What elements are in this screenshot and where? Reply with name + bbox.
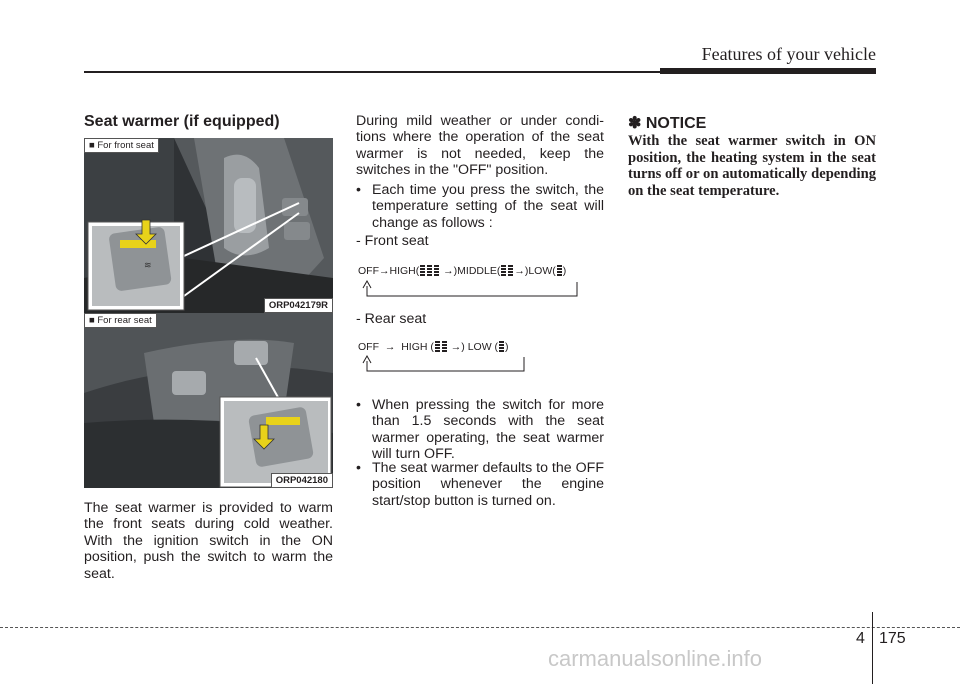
bullet-default-off	[356, 460, 604, 509]
front-seat-sequence	[358, 265, 566, 277]
arrow-icon: →	[379, 265, 390, 277]
seq-off: OFF	[358, 265, 379, 277]
heat-bar-icon	[435, 341, 440, 352]
col1-paragraph: The seat warmer is provided to warm the front seats during cold weather. With the ignition switch in the ON position, push the switch to warm the seat.	[84, 500, 333, 582]
rear-seat-figure-label: ■ For rear seat	[84, 313, 157, 328]
front-seat-label: - Front seat	[356, 233, 429, 249]
rear-seat-figure	[84, 313, 333, 488]
svg-text:≋: ≋	[144, 261, 152, 271]
rear-seat-label: - Rear seat	[356, 311, 427, 327]
seq-close: )	[505, 341, 509, 353]
notice-body: With the seat warmer switch in ON position, the heating system in the seat turns off or on automatically depending on the seat temperature.	[628, 133, 876, 199]
rear-door-illustration	[84, 313, 333, 488]
seq-close: )	[562, 265, 567, 277]
arrow-icon: →	[384, 341, 396, 353]
bullet-long-press	[356, 397, 604, 463]
seq-off: OFF	[358, 341, 379, 353]
heat-bar-icon	[499, 341, 504, 352]
heat-bar-icon	[557, 265, 562, 276]
front-console-illustration	[84, 138, 333, 313]
seq-high: HIGH(	[389, 265, 420, 277]
heat-bar-icon	[508, 265, 513, 276]
page-number: 175	[879, 630, 906, 647]
col2-intro: During mild weather or under condi-tions where the operation of the seat warmer is not needed, keep the switches in the "OFF" position.	[356, 113, 604, 179]
rear-seat-figure-code: ORP042180	[271, 473, 333, 488]
heat-bar-icon	[442, 341, 447, 352]
front-seat-figure-label: ■ For front seat	[84, 138, 159, 153]
footer-dashed-rule	[0, 627, 960, 628]
bullet-text: When pressing the switch for more than 1.5 seconds with the seat warmer operating, the seat warmer will turn OFF.	[372, 397, 604, 463]
arrow-icon: →	[443, 265, 454, 277]
bullet-dot: •	[356, 397, 361, 413]
watermark: carmanualsonline.info	[548, 646, 763, 671]
bullet-temperature-cycle	[356, 182, 604, 231]
heat-bar-icon	[420, 265, 425, 276]
heat-bar-icon	[434, 265, 439, 276]
header-section-title: Features of your vehicle	[701, 44, 876, 64]
rear-seat-sequence	[358, 341, 509, 353]
arrow-icon: →	[514, 265, 525, 277]
header-rule-accent	[660, 68, 876, 74]
heat-bar-icon	[427, 265, 432, 276]
seq-high: HIGH (	[401, 341, 434, 353]
seq-low: )LOW(	[524, 265, 556, 277]
bullet-dot: •	[356, 460, 361, 476]
front-seat-figure	[84, 138, 333, 313]
heat-bar-icon	[501, 265, 506, 276]
seq-low: ) LOW (	[461, 341, 499, 353]
bullet-dot: •	[356, 182, 361, 198]
rear-cycle-return-arrow	[362, 355, 532, 375]
chapter-number: 4	[856, 630, 865, 647]
front-seat-figure-code: ORP042179R	[264, 298, 333, 313]
arrow-icon: →	[450, 341, 462, 353]
page-number-separator	[872, 612, 873, 684]
bullet-text: Each time you press the switch, the temperature setting of the seat will change as follows :	[372, 182, 604, 231]
notice-title: ✽ NOTICE	[628, 115, 707, 132]
section-title: Seat warmer (if equipped)	[84, 113, 280, 130]
front-cycle-return-arrow	[362, 280, 584, 300]
seq-middle: )MIDDLE(	[453, 265, 501, 277]
bullet-text: The seat warmer defaults to the OFF position whenever the engine start/stop button is turned on.	[372, 460, 604, 509]
